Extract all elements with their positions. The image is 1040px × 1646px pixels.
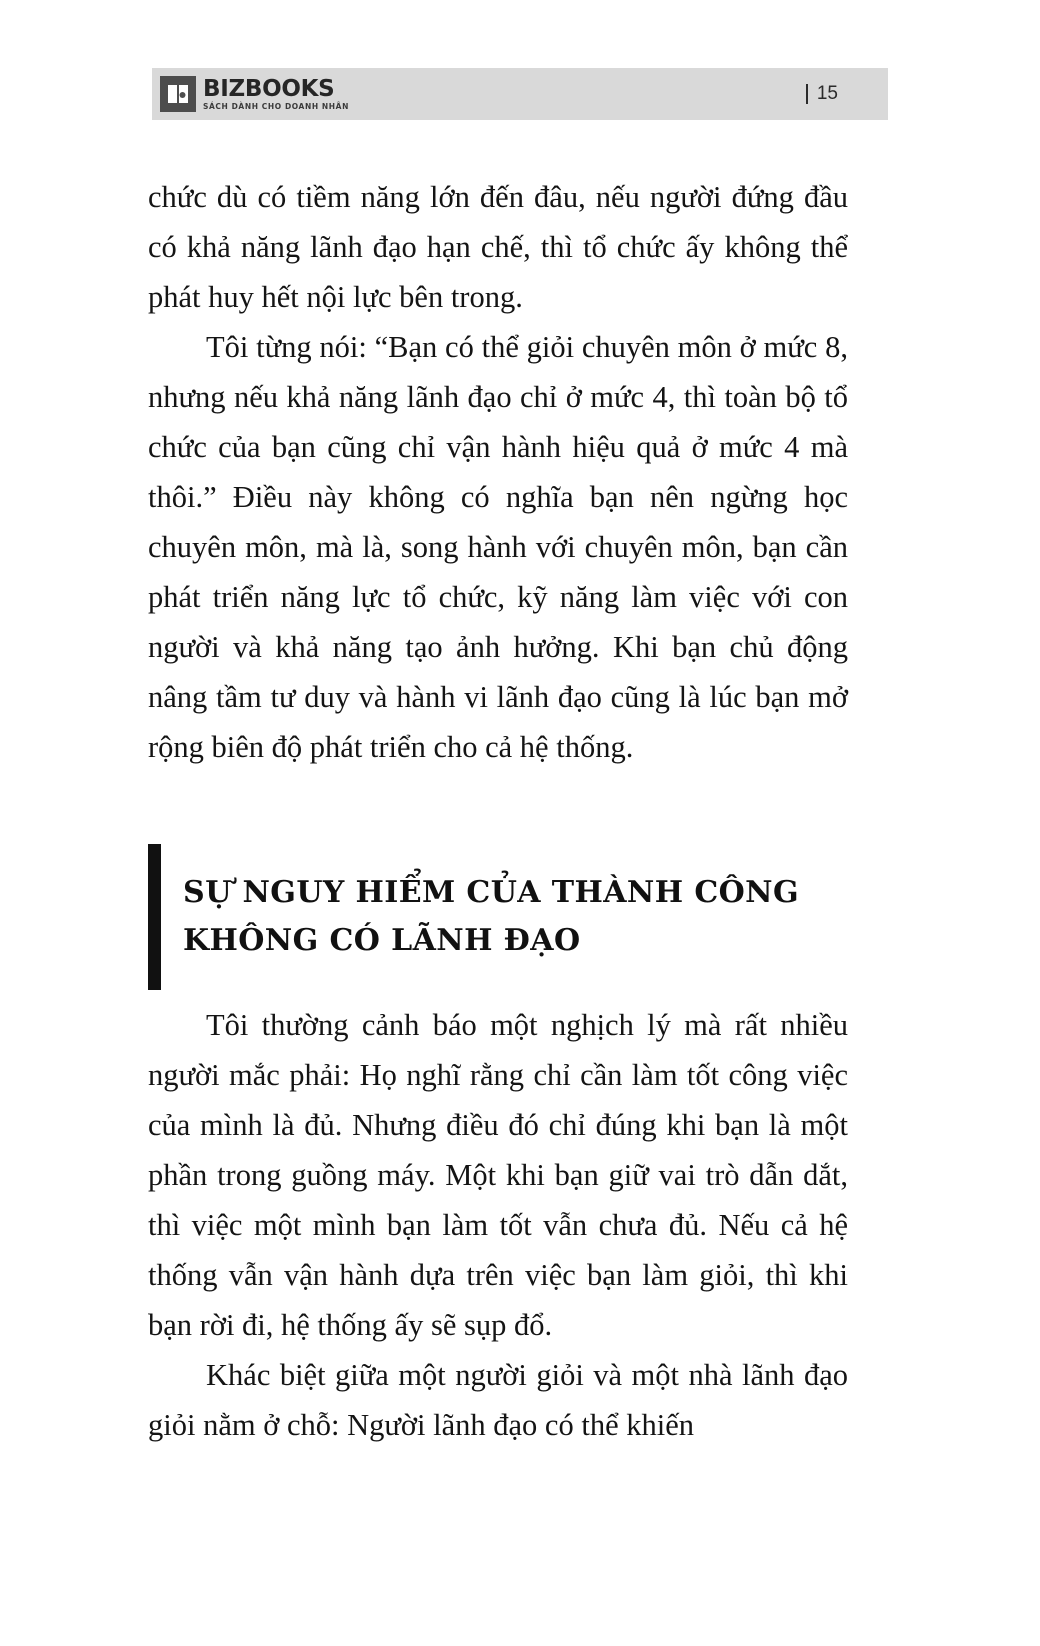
paragraph: Tôi từng nói: “Bạn có thể giỏi chuyên môn ở mức 8, nhưng nếu khả năng lãnh đạo chỉ ở mức 4, thì toàn bộ tổ chức của bạn cũng chỉ vận hành hiệu quả ở mức 4 mà thôi.” Điều này không có nghĩa bạn nên ngừng học chuyên môn, mà là, song hành với chuyên môn, bạn cần phát triển năng lực tổ chức, kỹ năng làm việc với con người và khả năng tạo ảnh hưởng. Khi bạn chủ động nâng tầm tư duy và hành vi lãnh đạo cũng là lúc bạn mở rộng biên độ phát triển cho cả hệ thống. [148,330,848,764]
page-header [152,68,888,120]
brand-block [152,68,349,120]
section-title: SỰ NGUY HIỂM CỦA THÀNH CÔNG KHÔNG CÓ LÃNH ĐẠO [183,874,799,958]
paragraph: Khác biệt giữa một người giỏi và một nhà lãnh đạo giỏi nằm ở chỗ: Người lãnh đạo có thể khiến [148,1357,848,1442]
brand-text [203,77,349,111]
page-number: 15 [816,83,838,104]
paragraph-continued: chức dù có tiềm năng lớn đến đâu, nếu người đứng đầu có khả năng lãnh đạo hạn chế, thì tổ chức ấy không thể phát huy hết nội lực bên trong. [148,180,848,314]
section-heading [148,844,848,990]
heading-accent-bar [148,844,161,990]
page-number-divider [806,84,808,104]
page-content [148,172,848,1450]
brand-tagline: SÁCH DÀNH CHO DOANH NHÂN [203,102,349,112]
page-number-block [806,83,838,105]
paragraph: Tôi thường cảnh báo một nghịch lý mà rất nhiều người mắc phải: Họ nghĩ rằng chỉ cần làm tốt công việc của mình là đủ. Nhưng điều đó chỉ đúng khi bạn là một phần trong guồng máy. Một khi bạn giữ vai trò dẫn dắt, thì việc một mình bạn làm tốt vẫn chưa đủ. Nếu cả hệ thống vẫn vận hành dựa trên việc bạn làm giỏi, thì khi bạn rời đi, hệ thống ấy sẽ sụp đổ. [148,1007,848,1342]
book-logo-icon [160,76,196,112]
brand-title: BIZBOOKS [203,76,335,103]
